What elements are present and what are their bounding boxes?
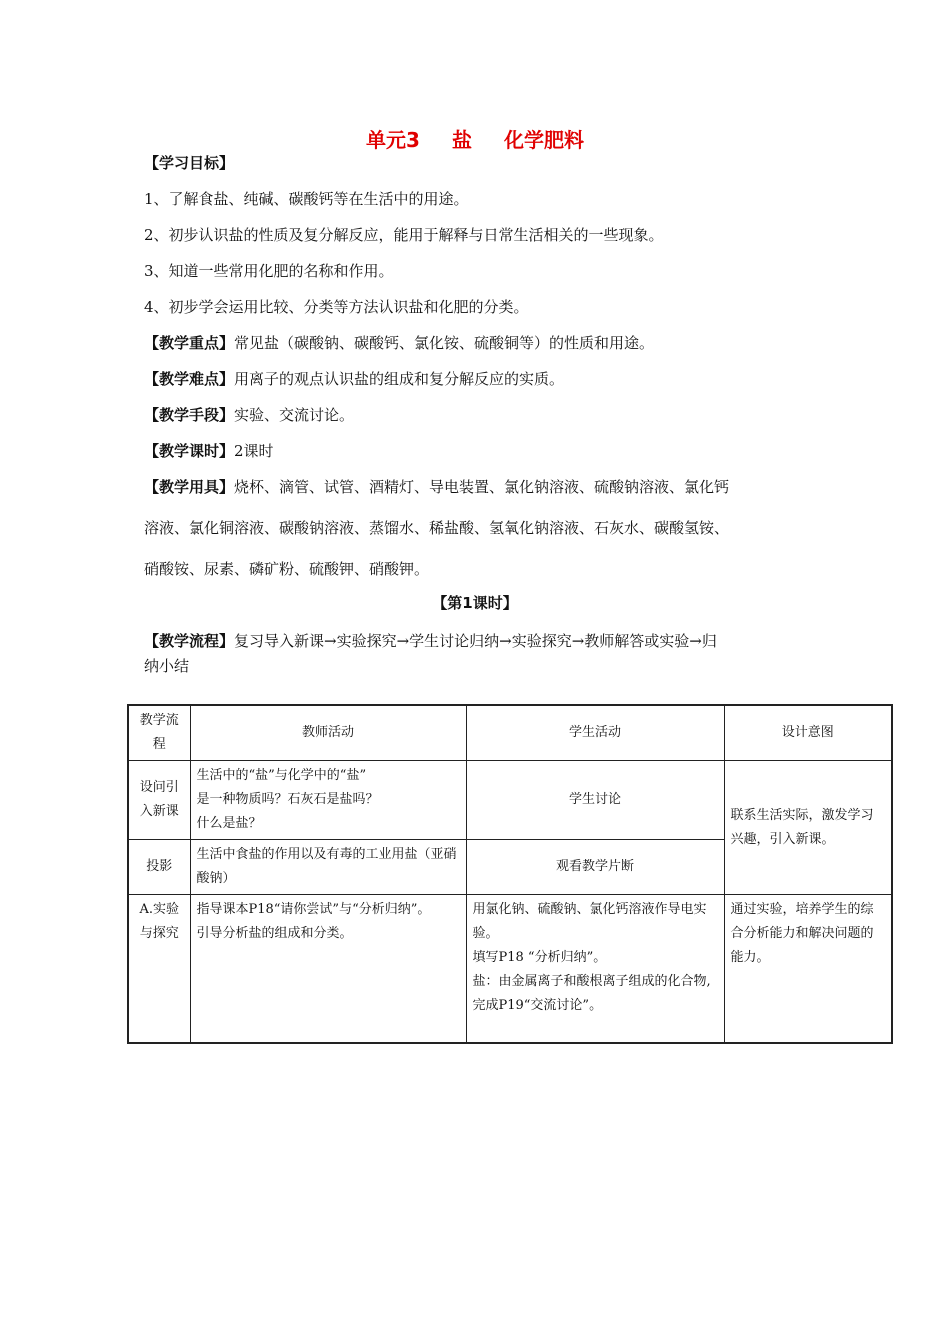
row-intent: 联系生活实际，激发学习兴趣，引入新课。 bbox=[724, 761, 892, 895]
objective-item: 4、初步学会运用比较、分类等方法认识盐和化肥的分类。 bbox=[144, 298, 529, 316]
header-student: 学生活动 bbox=[466, 705, 724, 761]
key-points-label: 【教学重点】 bbox=[144, 334, 235, 352]
cell-line: 盐：由金属离子和酸根离子组成的化合物, bbox=[472, 974, 711, 989]
key-points bbox=[144, 332, 654, 353]
row-student bbox=[466, 895, 724, 1043]
row-student: 观看教学片断 bbox=[466, 840, 724, 895]
cell-line: 生活中的“盐”与化学中的“盐” bbox=[196, 768, 367, 783]
table-row bbox=[128, 761, 892, 840]
objective-item: 2、初步认识盐的性质及复分解反应，能用于解释与日常生活相关的一些现象。 bbox=[144, 226, 664, 244]
hours-label: 【教学课时】 bbox=[144, 442, 235, 460]
row-teacher bbox=[190, 761, 466, 840]
tools-label: 【教学用具】 bbox=[144, 478, 235, 496]
title-salt: 盐 bbox=[451, 128, 472, 152]
row-teacher: 生活中食盐的作用以及有毒的工业用盐（亚硝酸钠） bbox=[190, 840, 466, 895]
header-intent: 设计意图 bbox=[724, 705, 892, 761]
cell-line: 指导课本P18“请你尝试”与“分析归纳”。 bbox=[196, 902, 431, 917]
objectives-heading: 【学习目标】 bbox=[144, 154, 235, 172]
difficulties bbox=[144, 368, 564, 389]
hours-text: 2课时 bbox=[234, 442, 274, 460]
teaching-means bbox=[144, 404, 354, 425]
teaching-hours bbox=[144, 440, 274, 461]
teaching-process bbox=[144, 630, 717, 651]
row-intent: 通过实验，培养学生的综合分析能力和解决问题的能力。 bbox=[724, 895, 892, 1043]
tools-line1: 烧杯、滴管、试管、酒精灯、导电装置、氯化钠溶液、硫酸钠溶液、氯化钙 bbox=[234, 478, 730, 496]
key-points-text: 常见盐（碳酸钠、碳酸钙、氯化铵、硫酸铜等）的性质和用途。 bbox=[234, 334, 655, 352]
difficulties-text: 用离子的观点认识盐的组成和复分解反应的实质。 bbox=[234, 370, 565, 388]
page-title bbox=[0, 124, 950, 153]
cell-line: 什么是盐？ bbox=[196, 816, 262, 831]
table-header-row bbox=[128, 705, 892, 761]
process-line1: 复习导入新课→实验探究→学生讨论归纳→实验探究→教师解答或实验→归 bbox=[234, 632, 717, 650]
cell-line: 引导分析盐的组成和分类。 bbox=[196, 926, 353, 941]
row-student: 学生讨论 bbox=[466, 761, 724, 840]
process-label: 【教学流程】 bbox=[144, 632, 235, 650]
title-fertilizer: 化学肥料 bbox=[503, 128, 584, 152]
difficulties-label: 【教学难点】 bbox=[144, 370, 235, 388]
session-title: 【第1课时】 bbox=[432, 594, 518, 612]
row-teacher bbox=[190, 895, 466, 1043]
table-row bbox=[128, 895, 892, 1043]
title-unit: 单元3 bbox=[366, 128, 420, 152]
cell-line: 填写P18 “分析归纳”。 bbox=[472, 950, 607, 965]
row-flow: 投影 bbox=[128, 840, 190, 895]
row-flow: 设问引入新课 bbox=[128, 761, 190, 840]
objective-item: 1、了解食盐、纯碱、碳酸钙等在生活中的用途。 bbox=[144, 190, 469, 208]
tools-line3: 硝酸铵、尿素、磷矿粉、硫酸钾、硝酸钾。 bbox=[144, 560, 430, 578]
tools-line2: 溶液、氯化铜溶液、碳酸钠溶液、蒸馏水、稀盐酸、氢氧化钠溶液、石灰水、碳酸氢铵、 bbox=[144, 519, 730, 537]
header-flow: 教学流程 bbox=[128, 705, 190, 761]
means-text: 实验、交流讨论。 bbox=[234, 406, 355, 424]
cell-line: 完成P19“交流讨论”。 bbox=[472, 998, 603, 1013]
teaching-tools bbox=[144, 476, 729, 497]
row-flow: A.实验与探究 bbox=[128, 895, 190, 1043]
objective-item: 3、知道一些常用化肥的名称和作用。 bbox=[144, 262, 394, 280]
cell-line: 用氯化钠、硫酸钠、氯化钙溶液作导电实验。 bbox=[472, 902, 707, 941]
process-line2: 纳小结 bbox=[144, 657, 190, 675]
header-teacher: 教师活动 bbox=[190, 705, 466, 761]
means-label: 【教学手段】 bbox=[144, 406, 235, 424]
lesson-flow-table bbox=[127, 704, 893, 1044]
cell-line: 是一种物质吗？石灰石是盐吗？ bbox=[196, 792, 379, 807]
